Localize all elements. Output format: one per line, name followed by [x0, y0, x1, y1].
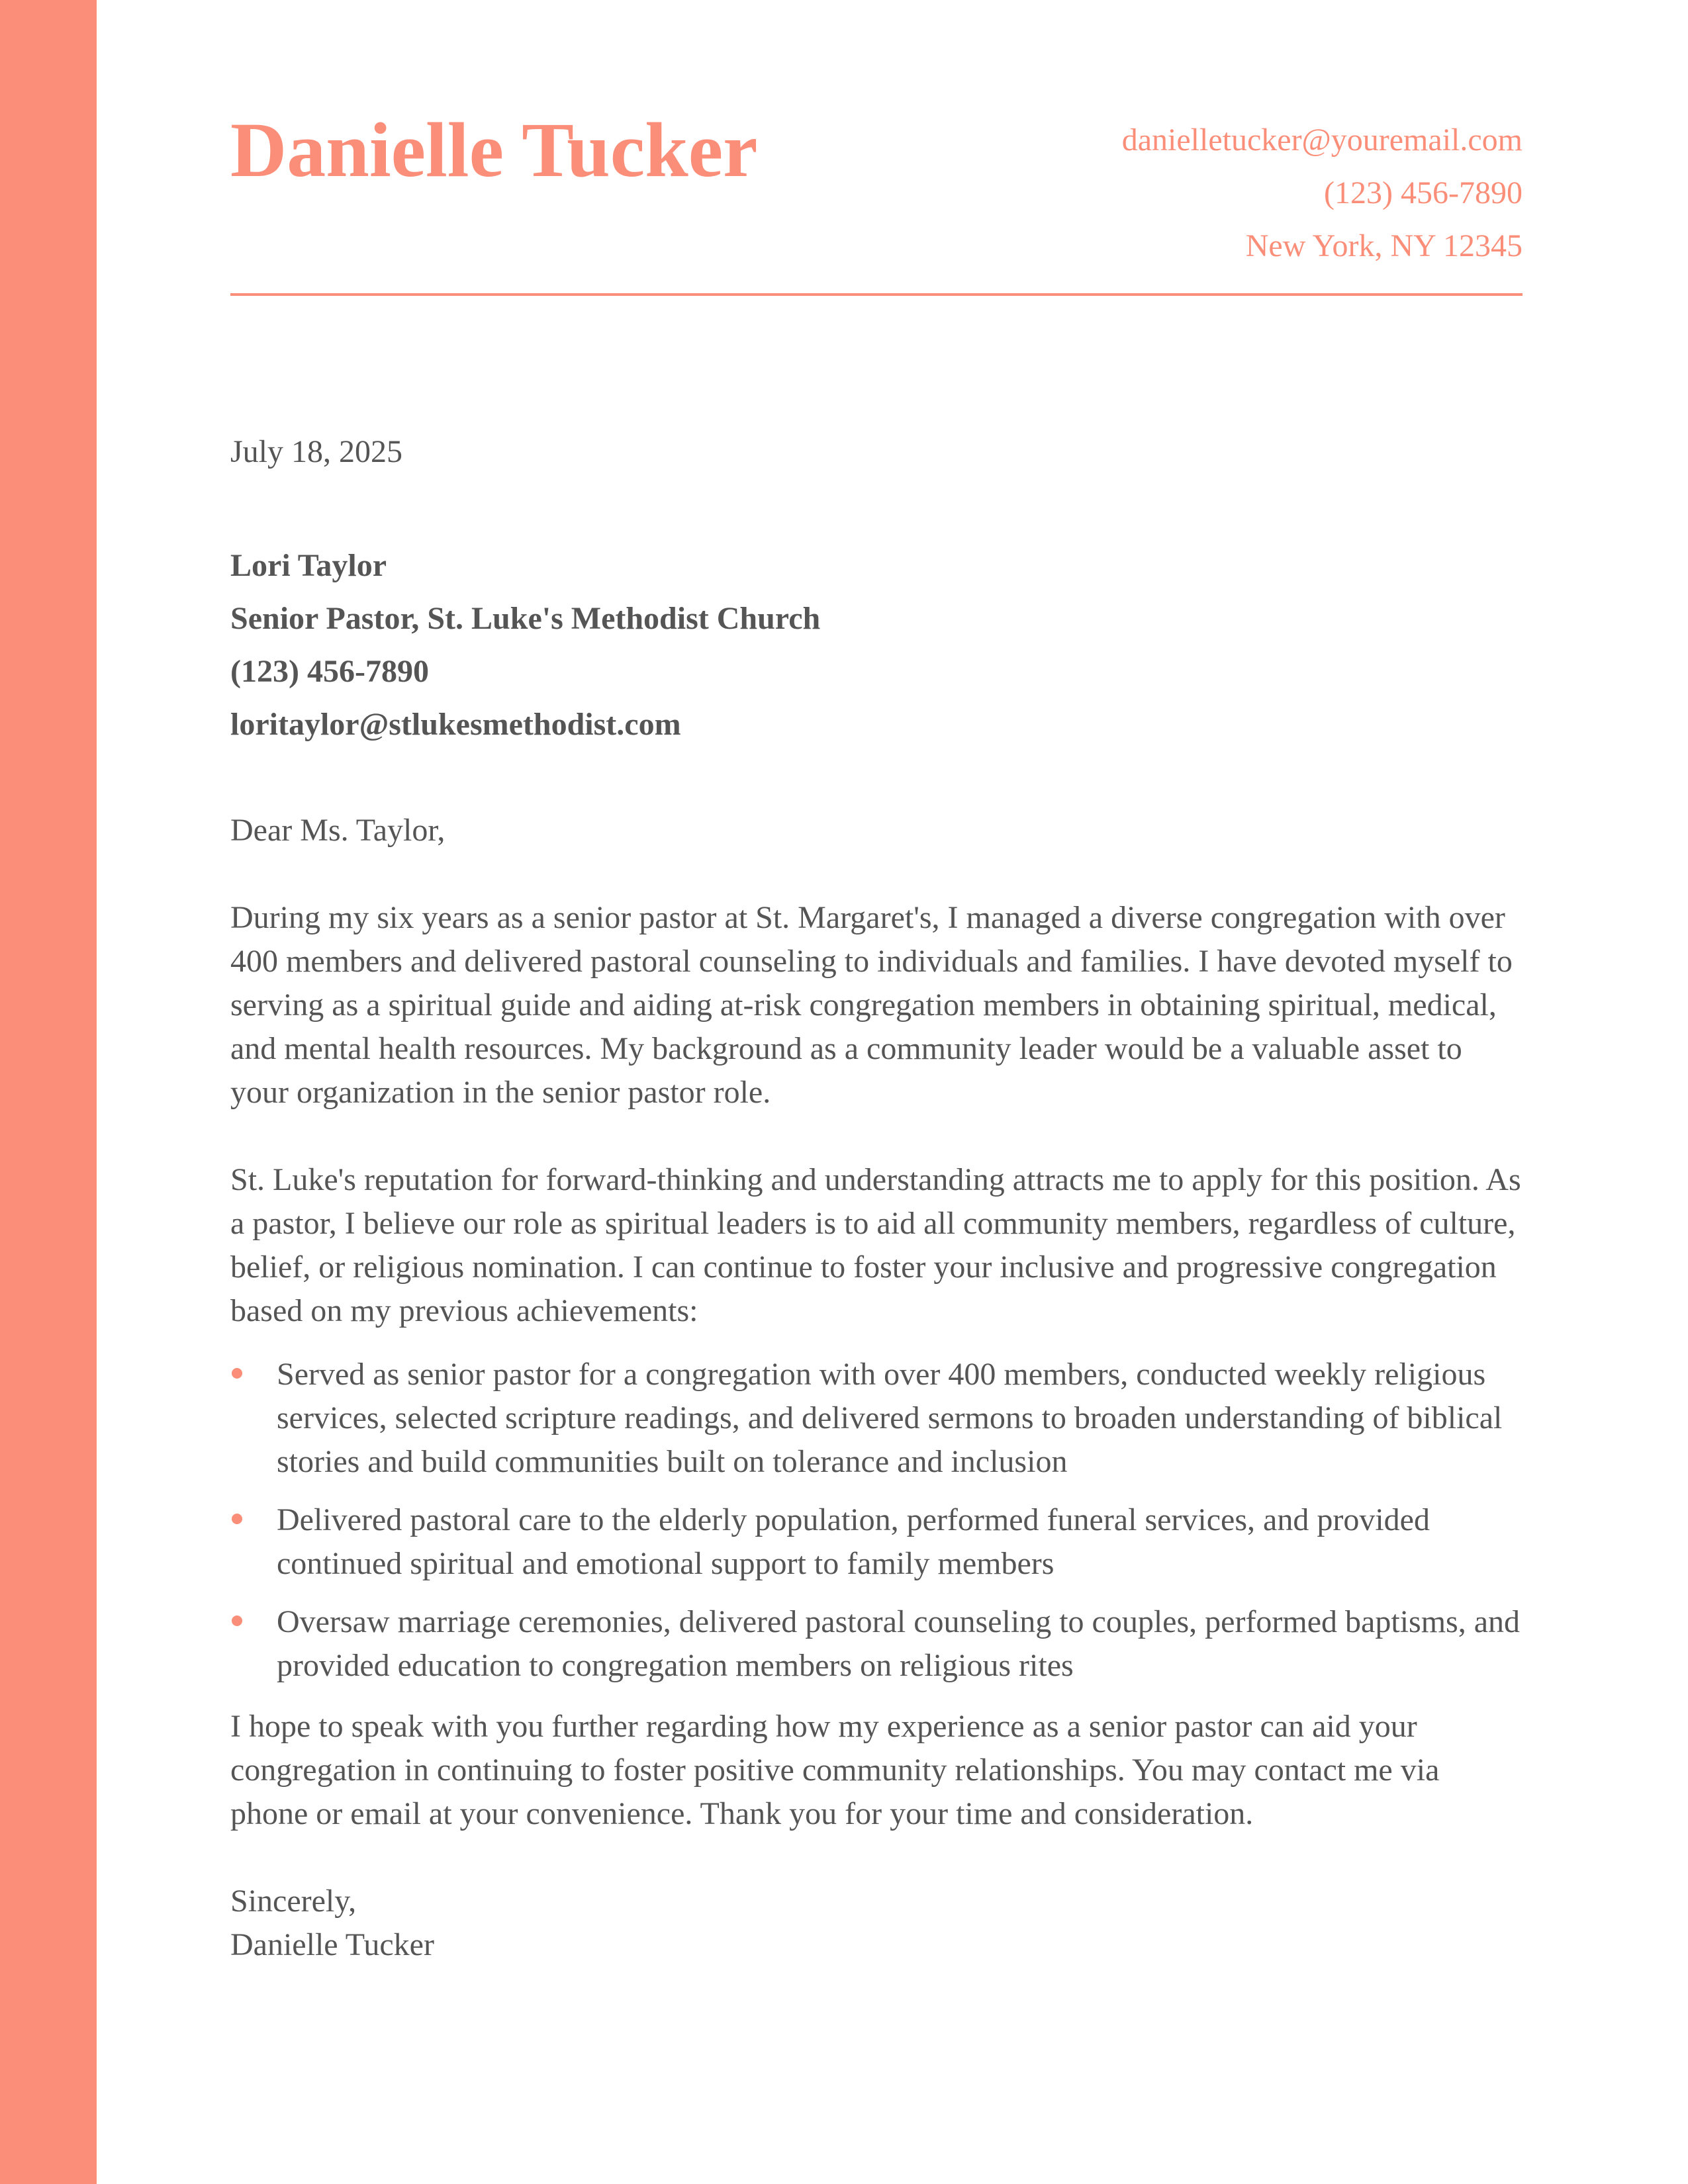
sender-location: New York, NY 12345 [1245, 228, 1523, 263]
closing-block [230, 1880, 1523, 1967]
body-paragraph-1: During my six years as a senior pastor at St. Margaret's, I managed a diverse congregation with over 400 members and delivered pastoral counseling to individuals and families. I have devoted myself to serving as a spiritual guide and aiding at-risk congregation members in obtaining spiritual, medical, and mental health resources. My background as a community leader would be a valuable asset to your organization in the senior pastor role. [230, 900, 1513, 1110]
header-divider [230, 293, 1523, 296]
list-item [230, 1600, 1523, 1688]
salutation: Dear Ms. Taylor, [230, 813, 445, 848]
letter-header [230, 0, 1523, 298]
sender-name: Danielle Tucker [230, 107, 758, 193]
recipient-phone[interactable]: (123) 456-7890 [230, 654, 429, 689]
bullet-dot-icon [232, 1615, 242, 1626]
recipient-name: Lori Taylor [230, 548, 387, 583]
bullet-dot-icon [232, 1514, 242, 1524]
recipient-email[interactable]: loritaylor@stlukesmethodist.com [230, 707, 681, 742]
sender-contact [1122, 114, 1523, 273]
accent-sidebar [0, 0, 97, 2184]
sender-email[interactable]: danielletucker@youremail.com [1121, 122, 1523, 158]
sender-phone[interactable]: (123) 456-7890 [1324, 175, 1523, 210]
achievement-text: Served as senior pastor for a congregation with over 400 members, conducted weekly religious services, selected scripture readings, and delivered sermons to broaden understanding of biblical stories and build communities built on tolerance and inclusion [277, 1357, 1503, 1479]
recipient-title: Senior Pastor, St. Luke's Methodist Church [230, 601, 821, 636]
recipient-block [230, 539, 820, 751]
letter-page [230, 0, 1523, 1962]
bullet-dot-icon [232, 1368, 242, 1379]
achievements-list [230, 1353, 1523, 1688]
achievement-text: Oversaw marriage ceremonies, delivered pastoral counseling to couples, performed baptisms, and provided education to congregation members on religious rites [277, 1604, 1521, 1683]
body-paragraph-2: St. Luke's reputation for forward-thinking and understanding attracts me to apply for this position. As a pastor, I believe our role as spiritual leaders is to aid all community members, regardless of culture, belief, or religious nomination. I can continue to foster your inclusive and progressive congregation based on my previous achievements: [230, 1162, 1521, 1328]
list-item [230, 1353, 1523, 1484]
closing: Sincerely, [230, 1884, 357, 1919]
signature-name: Danielle Tucker [230, 1927, 434, 1962]
letter-date: July 18, 2025 [230, 434, 403, 469]
letter-body [230, 809, 1523, 1967]
body-paragraph-3: I hope to speak with you further regarding how my experience as a senior pastor can aid your congregation in continuing to foster positive community relationships. You may contact me via phone or email at your convenience. Thank you for your time and consideration. [230, 1709, 1440, 1831]
achievement-text: Delivered pastoral care to the elderly population, performed funeral services, and provided continued spiritual and emotional support to family members [277, 1502, 1430, 1581]
list-item [230, 1498, 1523, 1586]
